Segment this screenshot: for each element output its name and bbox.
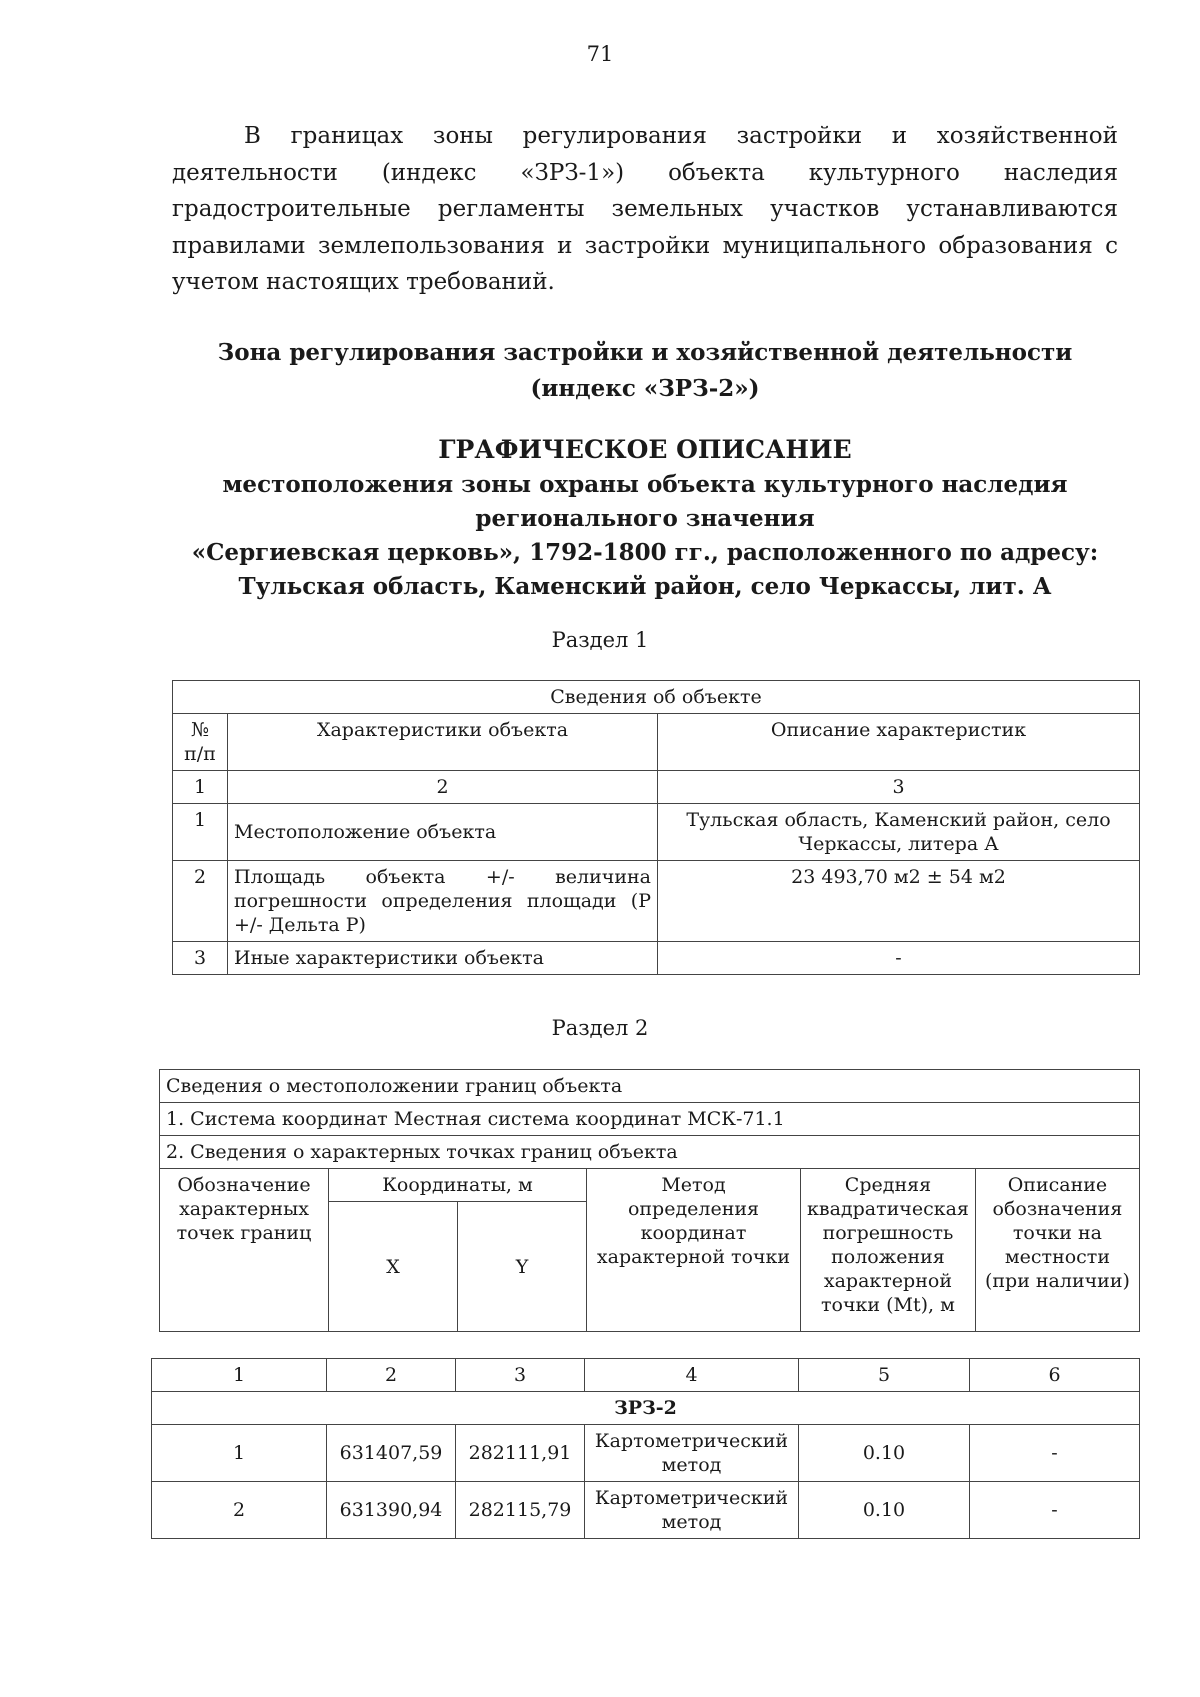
col-number: 2: [327, 1359, 456, 1392]
column-number-row: [152, 1359, 1140, 1392]
row-characteristic: Площадь объекта +/- величина погрешности определения площади (Р +/- Дельта Р): [228, 861, 658, 942]
points-title: 2. Сведения о характерных точках границ объекта: [160, 1136, 1140, 1169]
point-method: Картометрический метод: [585, 1482, 799, 1539]
header-x: X: [329, 1202, 458, 1332]
table-title-row: [173, 681, 1140, 714]
zone-heading: [172, 335, 1118, 407]
table-row: [173, 804, 1140, 861]
intro-paragraph: В границах зоны регулирования застройки и хозяйственной деятельности (индекс «ЗРЗ-1») объекта культурного наследия градостроительные регламенты земельных участков устанавливаются правилами землепользования и застройки муниципального образования с учетом настоящих требований.: [172, 123, 1118, 295]
row-num: 1: [173, 804, 228, 861]
points-header-row: [160, 1169, 1140, 1202]
graphic-description-heading: [172, 432, 1118, 604]
zone-label-row: [152, 1392, 1140, 1425]
section2-label: Раздел 2: [551, 1016, 649, 1040]
row-num: 3: [173, 942, 228, 975]
point-description: -: [970, 1425, 1140, 1482]
col-number: 3: [658, 771, 1140, 804]
header-num: № п/п: [173, 714, 228, 771]
header-description: Описание характеристик: [658, 714, 1140, 771]
section1-label: Раздел 1: [551, 628, 649, 652]
graphic-heading-title: ГРАФИЧЕСКОЕ ОПИСАНИЕ: [438, 435, 852, 464]
graphic-heading-line4: Тульская область, Каменский район, село Черкассы, лит. А: [238, 573, 1052, 600]
table-row: [152, 1482, 1140, 1539]
row-description: -: [658, 942, 1140, 975]
boundary-info-table: [159, 1069, 1140, 1332]
header-method: Метод определения координат характерной точки: [587, 1169, 801, 1332]
point-description: -: [970, 1482, 1140, 1539]
boundary-title: Сведения о местоположении границ объекта: [160, 1070, 1140, 1103]
zone-heading-line1: Зона регулирования застройки и хозяйственной деятельности: [217, 339, 1073, 366]
point-method: Картометрический метод: [585, 1425, 799, 1482]
row-num: 2: [173, 861, 228, 942]
points-table: [151, 1358, 1140, 1539]
row-characteristic: Иные характеристики объекта: [228, 942, 658, 975]
col-number: 6: [970, 1359, 1140, 1392]
graphic-heading-line3: «Сергиевская церковь», 1792-1800 гг., расположенного по адресу:: [191, 539, 1099, 566]
table-row: [173, 861, 1140, 942]
point-x: 631407,59: [327, 1425, 456, 1482]
header-coordinates: Координаты, м: [329, 1169, 587, 1202]
graphic-heading-line1: местоположения зоны охраны объекта культурного наследия: [222, 471, 1068, 498]
point-error: 0.10: [799, 1482, 970, 1539]
row-characteristic: Местоположение объекта: [228, 804, 658, 861]
col-number: 5: [799, 1359, 970, 1392]
header-designation: Обозначение характерных точек границ: [160, 1169, 329, 1332]
table-header-row: [173, 714, 1140, 771]
zone-label: ЗРЗ-2: [152, 1392, 1140, 1425]
col-number: 4: [585, 1359, 799, 1392]
coord-system: 1. Система координат Местная система координат МСК-71.1: [160, 1103, 1140, 1136]
zone-heading-line2: (индекс «ЗРЗ-2»): [530, 375, 760, 402]
boundary-title-row: [160, 1070, 1140, 1103]
header-characteristic: Характеристики объекта: [228, 714, 658, 771]
point-x: 631390,94: [327, 1482, 456, 1539]
header-point-description: Описание обозначения точки на местности (при наличии): [975, 1169, 1139, 1332]
header-y: Y: [458, 1202, 587, 1332]
graphic-heading-line2: регионального значения: [475, 505, 815, 532]
col-number: 1: [152, 1359, 327, 1392]
column-number-row: [173, 771, 1140, 804]
header-error: Средняя квадратическая погрешность положения характерной точки (Mt), м: [801, 1169, 976, 1332]
point-y: 282111,91: [456, 1425, 585, 1482]
table-row: [152, 1425, 1140, 1482]
page-number: 71: [586, 42, 614, 66]
col-number: 2: [228, 771, 658, 804]
object-info-table: [172, 680, 1140, 975]
col-number: 1: [173, 771, 228, 804]
point-id: 1: [152, 1425, 327, 1482]
row-description: Тульская область, Каменский район, село Черкассы, литера А: [658, 804, 1140, 861]
table-row: [173, 942, 1140, 975]
col-number: 3: [456, 1359, 585, 1392]
point-error: 0.10: [799, 1425, 970, 1482]
point-id: 2: [152, 1482, 327, 1539]
point-y: 282115,79: [456, 1482, 585, 1539]
coord-system-row: [160, 1103, 1140, 1136]
object-info-title: Сведения об объекте: [173, 681, 1140, 714]
row-description: 23 493,70 м2 ± 54 м2: [658, 861, 1140, 942]
points-title-row: [160, 1136, 1140, 1169]
